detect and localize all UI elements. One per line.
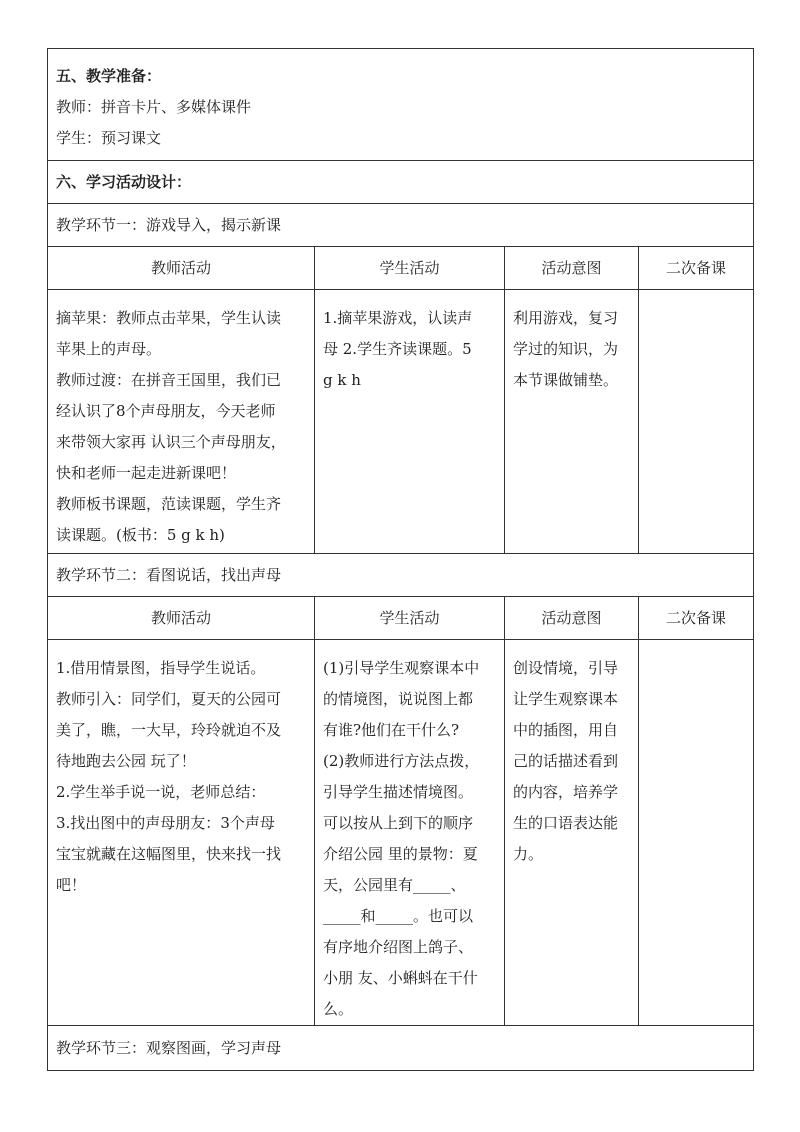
text-line: 读课题。(板书：5 g k h) bbox=[56, 526, 225, 544]
link2-header-row bbox=[48, 597, 754, 640]
header-teacher-activity: 教师活动 bbox=[48, 597, 315, 640]
text-line: 生的口语表达能 bbox=[513, 814, 619, 832]
link1-student-cell bbox=[315, 290, 505, 554]
header-teacher-activity: 教师活动 bbox=[48, 247, 315, 290]
link2-title-row bbox=[48, 554, 754, 597]
text-line: 力。 bbox=[513, 845, 544, 863]
link1-second-prep-cell bbox=[639, 290, 754, 554]
text-line: 有谁?他们在干什么? bbox=[323, 721, 460, 739]
text-line: 2.学生举手说一说，老师总结： bbox=[56, 783, 266, 801]
link1-header-row bbox=[48, 247, 754, 290]
link2-intent-cell bbox=[505, 640, 639, 1026]
text-line: 来带领大家再 认识三个声母朋友， bbox=[56, 433, 286, 451]
text-line: 3.找出图中的声母朋友：3个声母 bbox=[56, 814, 275, 832]
link2-title: 教学环节二：看图说话，找出声母 bbox=[48, 554, 754, 597]
link2-student-cell bbox=[315, 640, 505, 1026]
text-line: g k h bbox=[323, 371, 361, 389]
link1-intent-cell bbox=[505, 290, 639, 554]
header-student-activity: 学生活动 bbox=[315, 597, 505, 640]
prep-student: 学生：预习课文 bbox=[56, 129, 162, 147]
header-activity-intent: 活动意图 bbox=[505, 247, 639, 290]
text-line: 的情境图，说说图上都 bbox=[323, 690, 474, 708]
text-line: 己的话描述看到 bbox=[513, 752, 619, 770]
prep-cell bbox=[48, 49, 754, 161]
link1-title: 教学环节一：游戏导入，揭示新课 bbox=[48, 204, 754, 247]
text-line: 快和老师一起走进新课吧！ bbox=[56, 464, 237, 482]
text-line: 吧！ bbox=[56, 876, 87, 894]
link3-title: 教学环节三：观察图画，学习声母 bbox=[48, 1026, 754, 1071]
design-title: 六、学习活动设计： bbox=[48, 161, 754, 204]
text-line: 让学生观察课本 bbox=[513, 690, 619, 708]
text-line: 美了，瞧，一大早，玲玲就迫不及 bbox=[56, 721, 282, 739]
text-line: 创设情境，引导 bbox=[513, 659, 619, 677]
text-line: 1.摘苹果游戏，认读声 bbox=[323, 309, 473, 327]
text-line: 有序地介绍图上鸽子、 bbox=[323, 938, 474, 956]
text-line: 本节课做铺垫。 bbox=[513, 371, 619, 389]
text-line: 母 2.学生齐读课题。5 bbox=[323, 340, 472, 358]
link1-title-row bbox=[48, 204, 754, 247]
text-line: 教师板书课题，范读课题，学生齐 bbox=[56, 495, 282, 513]
prep-title: 五、教学准备： bbox=[56, 67, 162, 85]
link2-second-prep-cell bbox=[639, 640, 754, 1026]
lesson-plan-table bbox=[47, 48, 754, 1071]
design-row bbox=[48, 161, 754, 204]
link1-content-row bbox=[48, 290, 754, 554]
link2-content-row bbox=[48, 640, 754, 1026]
text-line: 中的插图，用自 bbox=[513, 721, 619, 739]
text-line: 苹果上的声母。 bbox=[56, 340, 162, 358]
prep-teacher: 教师：拼音卡片、多媒体课件 bbox=[56, 98, 252, 116]
text-line: 经认识了8个声母朋友，今天老师 bbox=[56, 402, 276, 420]
text-line: 引导学生描述情境图。 bbox=[323, 783, 474, 801]
text-line: 1.借用情景图，指导学生说话。 bbox=[56, 659, 266, 677]
link2-teacher-cell bbox=[48, 640, 315, 1026]
text-line: 可以按从上到下的顺序 bbox=[323, 814, 474, 832]
text-line: 学过的知识，为 bbox=[513, 340, 619, 358]
text-line: 利用游戏，复习 bbox=[513, 309, 619, 327]
text-line: 教师引入：同学们，夏天的公园可 bbox=[56, 690, 282, 708]
lesson-plan-document bbox=[47, 48, 753, 1071]
link1-teacher-cell bbox=[48, 290, 315, 554]
link3-title-row bbox=[48, 1026, 754, 1071]
text-line: 教师过渡：在拼音王国里，我们已 bbox=[56, 371, 282, 389]
text-line: 摘苹果：教师点击苹果，学生认读 bbox=[56, 309, 282, 327]
text-line: 的内容，培养学 bbox=[513, 783, 619, 801]
text-line: 小朋 友、小蝌蚪在干什 bbox=[323, 969, 478, 987]
prep-row bbox=[48, 49, 754, 161]
header-activity-intent: 活动意图 bbox=[505, 597, 639, 640]
header-student-activity: 学生活动 bbox=[315, 247, 505, 290]
text-line: 么。 bbox=[323, 1000, 354, 1018]
text-line: 介绍公园 里的景物：夏 bbox=[323, 845, 478, 863]
header-second-prep: 二次备课 bbox=[639, 597, 754, 640]
text-line: 天，公园里有_____、 bbox=[323, 876, 466, 894]
text-line: 待地跑去公园 玩了！ bbox=[56, 752, 196, 770]
text-line: (1)引导学生观察课本中 bbox=[323, 659, 480, 677]
header-second-prep: 二次备课 bbox=[639, 247, 754, 290]
text-line: _____和_____。也可以 bbox=[323, 907, 474, 925]
text-line: 宝宝就藏在这幅图里，快来找一找 bbox=[56, 845, 282, 863]
text-line: (2)教师进行方法点拨， bbox=[323, 752, 480, 770]
